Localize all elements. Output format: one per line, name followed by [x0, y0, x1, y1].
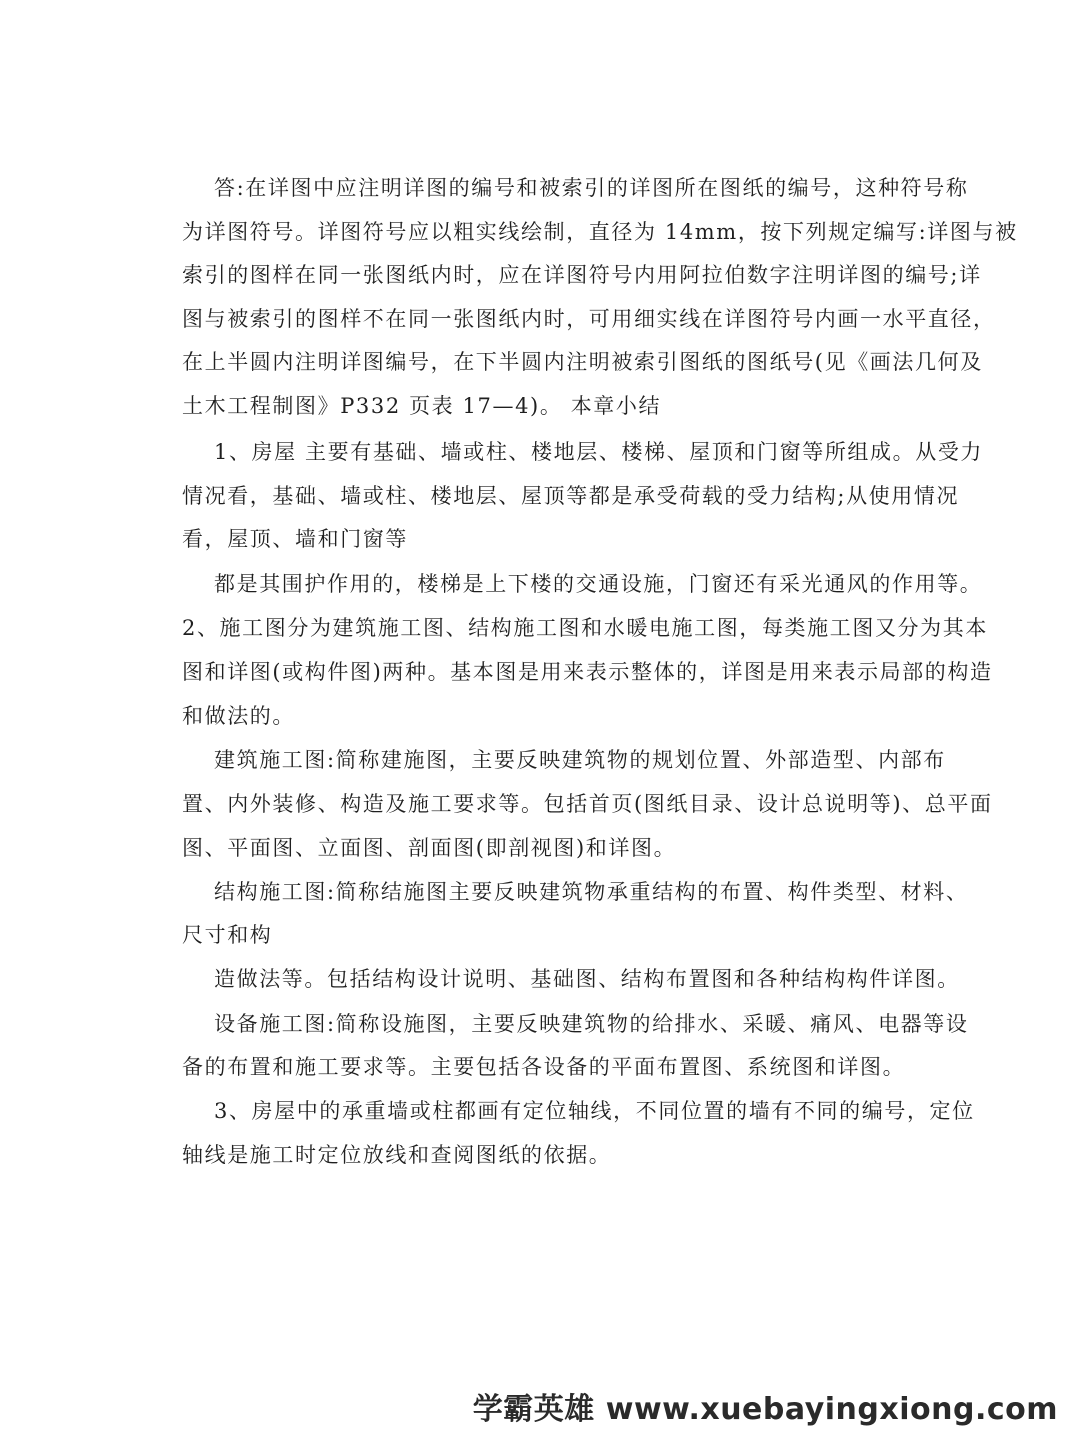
text-line: 土木工程制图》P332 页表 17—4)。 本章小结	[182, 394, 662, 418]
text-line: 2、施工图分为建筑施工图、结构施工图和水暖电施工图，每类施工图又分为其本	[182, 616, 988, 640]
text-line: 造做法等。包括结构设计说明、基础图、结构布置图和各种结构构件详图。	[214, 967, 960, 991]
text-line: 在上半圆内注明详图编号，在下半圆内注明被索引图纸的图纸号(见《画法几何及	[182, 350, 983, 374]
text-line: 设备施工图:简称设施图，主要反映建筑物的给排水、采暖、痛风、电器等设	[214, 1012, 969, 1036]
text-line: 尺寸和构	[182, 923, 273, 947]
text-line: 图与被索引的图样不在同一张图纸内时，可用细实线在详图符号内画一水平直径，	[182, 307, 996, 331]
text-line: 为详图符号。详图符号应以粗实线绘制，直径为 14mm，按下列规定编写:详图与被	[182, 220, 1018, 244]
text-line: 1、房屋 主要有基础、墙或柱、楼地层、楼梯、屋顶和门窗等所组成。从受力	[214, 440, 984, 464]
text-line: 建筑施工图:简称建施图，主要反映建筑物的规划位置、外部造型、内部布	[214, 748, 946, 772]
text-line: 3、房屋中的承重墙或柱都画有定位轴线，不同位置的墙有不同的编号，定位	[214, 1099, 975, 1123]
text-line: 索引的图样在同一张图纸内时，应在详图符号内用阿拉伯数字注明详图的编号;详	[182, 263, 982, 287]
text-line: 和做法的。	[182, 704, 295, 728]
text-line: 情况看，基础、墙或柱、楼地层、屋顶等都是承受荷载的受力结构;从使用情况	[182, 484, 960, 508]
text-line: 图、平面图、立面图、剖面图(即剖视图)和详图。	[182, 836, 677, 860]
watermark-text: 学霸英雄 www.xuebayingxiong.com	[472, 1392, 1058, 1427]
text-line: 都是其围护作用的，楼梯是上下楼的交通设施，门窗还有采光通风的作用等。	[214, 572, 983, 596]
text-line: 看，屋顶、墙和门窗等	[182, 527, 408, 551]
text-line: 置、内外装修、构造及施工要求等。包括首页(图纸目录、设计总说明等)、总平面	[182, 792, 993, 816]
text-line: 备的布置和施工要求等。主要包括各设备的平面布置图、系统图和详图。	[182, 1055, 906, 1079]
text-line: 轴线是施工时定位放线和查阅图纸的依据。	[182, 1143, 612, 1167]
text-line: 图和详图(或构件图)两种。基本图是用来表示整体的，详图是用来表示局部的构造	[182, 660, 993, 684]
text-line: 答:在详图中应注明详图的编号和被索引的详图所在图纸的编号，这种符号称	[214, 176, 969, 200]
text-line: 结构施工图:简称结施图主要反映建筑物承重结构的布置、构件类型、材料、	[214, 880, 969, 904]
